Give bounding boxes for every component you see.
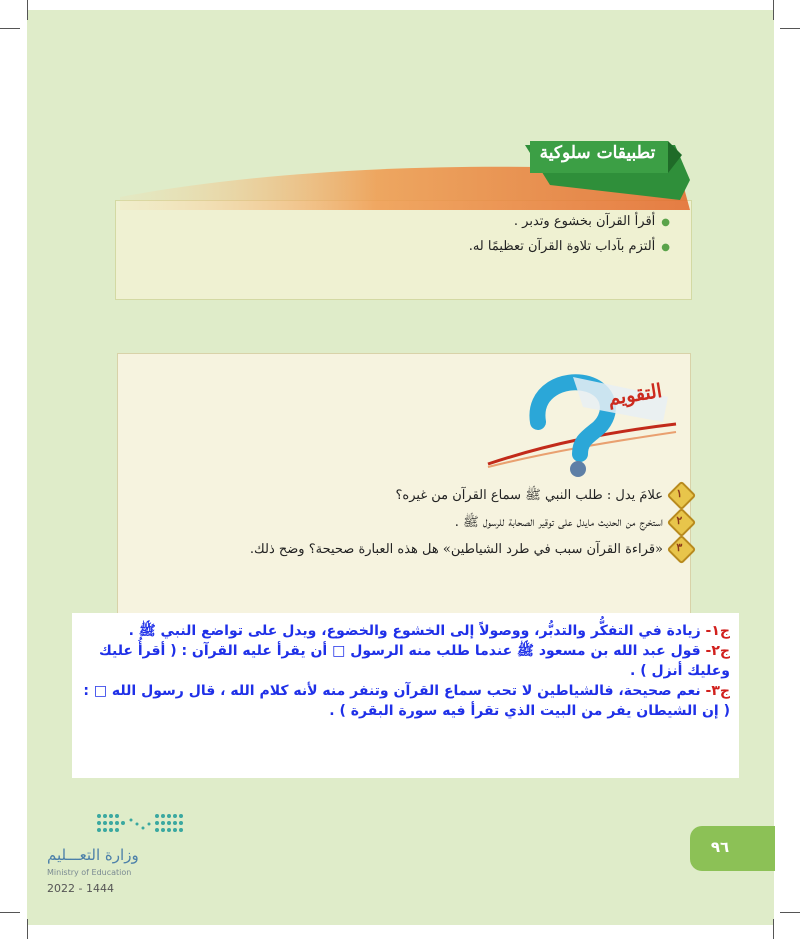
behavior-title: تطبيقات سلوكية <box>539 143 656 163</box>
crop-mark <box>27 0 28 20</box>
list-item: ●أقرأ القرآن بخشوع وتدبر . <box>513 214 670 229</box>
behavior-list <box>130 210 670 260</box>
evaluation-title: التقويم <box>606 379 664 411</box>
bullet-icon: ● <box>661 217 670 228</box>
crop-mark <box>0 912 20 913</box>
page-number: ٩٦ <box>710 838 730 856</box>
answer-item: ج٢- قول عبد الله بن مسعود ﷺ عندما طلب منه الرسول □ أن يقرأ عليه القرآن : ( أقرأُ عليك وعليك أنزل ) . <box>98 643 730 679</box>
answers-box <box>72 613 739 778</box>
list-item: ●ألتزم بآداب تلاوة القرآن تعظيمًا له. <box>468 239 670 254</box>
ministry-year: 2022 - 1444 <box>47 882 114 895</box>
answers-text <box>80 621 730 721</box>
crop-mark <box>27 919 28 939</box>
answer-item: ج٣- نعم صحيحة، فالشياطين لا تحب سماع القرآن وتنفر منه لأنه كلام الله ، قال رسول الله □ : ( إن الشيطان يفر من البيت الذي تقرأ فيه سورة البقرة ) . <box>83 683 730 719</box>
question-item: ٣ «قراءة القرآن سبب في طرد الشياطين» هل هذه العبارة صحيحة؟ وضح ذلك. <box>132 539 692 566</box>
crop-mark <box>0 28 20 29</box>
crop-mark <box>780 912 800 913</box>
ministry-logo-icon <box>95 810 187 840</box>
question-number-icon: ٣ <box>667 535 697 565</box>
question-item: ٢ استخرج من الحديث مايدل على توقير الصحابة للرسول ﷺ . <box>132 512 692 539</box>
question-number-icon: ١ <box>667 481 697 511</box>
answer-item: ج١- زيادة في التفكُّر والتدبُّر، ووصولاً إلى الخشوع والخضوع، ويدل على تواضع النبي ﷺ . <box>128 623 730 639</box>
crop-mark <box>773 919 774 939</box>
ministry-name-arabic: وزارة التعـــليم <box>47 846 139 864</box>
bullet-icon: ● <box>661 242 670 253</box>
question-number-icon: ٢ <box>667 508 697 538</box>
question-list <box>132 485 692 566</box>
question-item: ١ علامَ يدل : طلب النبي ﷺ سماع القرآن من غيره؟ <box>132 485 692 512</box>
crop-mark <box>780 28 800 29</box>
crop-mark <box>773 0 774 20</box>
ministry-name-english: Ministry of Education <box>47 868 132 877</box>
